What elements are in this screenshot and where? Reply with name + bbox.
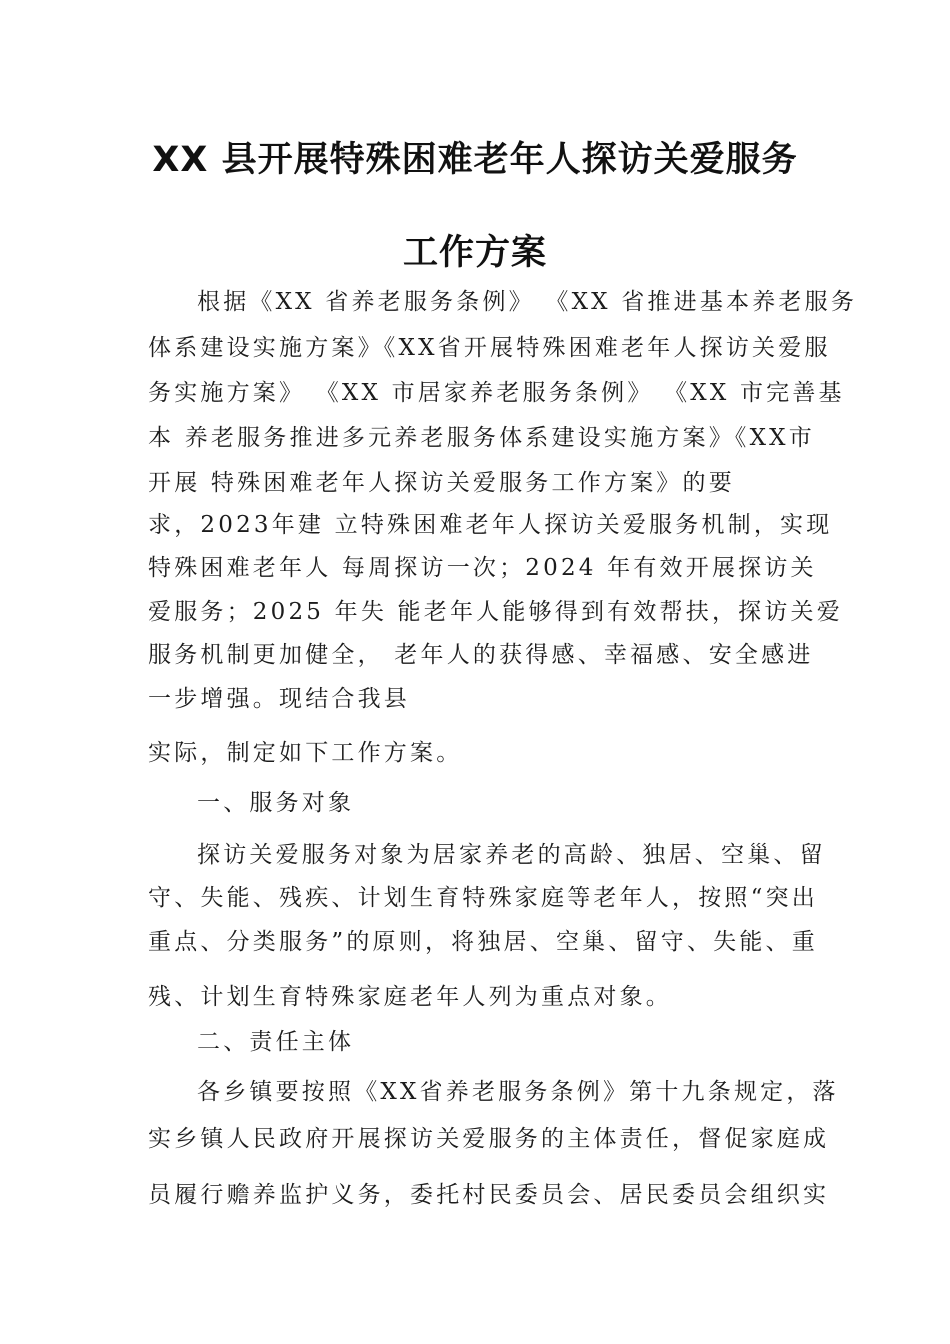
paragraph-line: 重点、分类服务”的原则，将独居、空巢、留守、失能、重 xyxy=(148,929,818,955)
paragraph-line: 本 养老服务推进多元养老服务体系建设实施方案》《XX市 xyxy=(148,425,815,451)
paragraph-line: 各乡镇要按照《XX省养老服务条例》第十九条规定，落 xyxy=(197,1079,839,1105)
paragraph-line: 残、计划生育特殊家庭老年人列为重点对象。 xyxy=(148,984,672,1010)
paragraph-line: 开展 特殊困难老年人探访关爱服务工作方案》的要 xyxy=(148,470,735,496)
paragraph-line: 特殊困难老年人 每周探访一次；2024 年有效开展探访关 xyxy=(148,555,817,581)
paragraph-line: 员履行赡养监护义务，委托村民委员会、居民委员会组织实 xyxy=(148,1182,830,1208)
section-heading: 二、责任主体 xyxy=(197,1029,355,1055)
paragraph-line: 服务机制更加健全， 老年人的获得感、幸福感、安全感进 xyxy=(148,642,814,668)
section-heading: 一、服务对象 xyxy=(197,790,355,816)
paragraph-line: 一步增强。现结合我县 xyxy=(148,686,410,712)
document-title-line-2: 工作方案 xyxy=(402,233,547,273)
document-title-line-1: XX 县开展特殊困难老年人探访关爱服务 xyxy=(152,140,798,180)
paragraph-line: 爱服务；2025 年失 能老年人能够得到有效帮扶，探访关爱 xyxy=(148,599,843,625)
paragraph-line: 体系建设实施方案》《XX省开展特殊困难老年人探访关爱服 xyxy=(148,335,831,361)
paragraph-line: 务实施方案》 《XX 市居家养老服务条例》 《XX 市完善基 xyxy=(148,380,845,406)
paragraph-line: 求，2023年建 立特殊困难老年人探访关爱服务机制，实现 xyxy=(148,512,833,538)
paragraph-line: 守、失能、残疾、计划生育特殊家庭等老年人，按照“突出 xyxy=(148,885,818,911)
paragraph-line: 实际，制定如下工作方案。 xyxy=(148,740,463,766)
paragraph-line: 探访关爱服务对象为居家养老的高龄、独居、空巢、留 xyxy=(197,842,826,868)
paragraph-line: 根据《XX 省养老服务条例》 《XX 省推进基本养老服务 xyxy=(197,289,858,315)
paragraph-line: 实乡镇人民政府开展探访关爱服务的主体责任，督促家庭成 xyxy=(148,1126,830,1152)
